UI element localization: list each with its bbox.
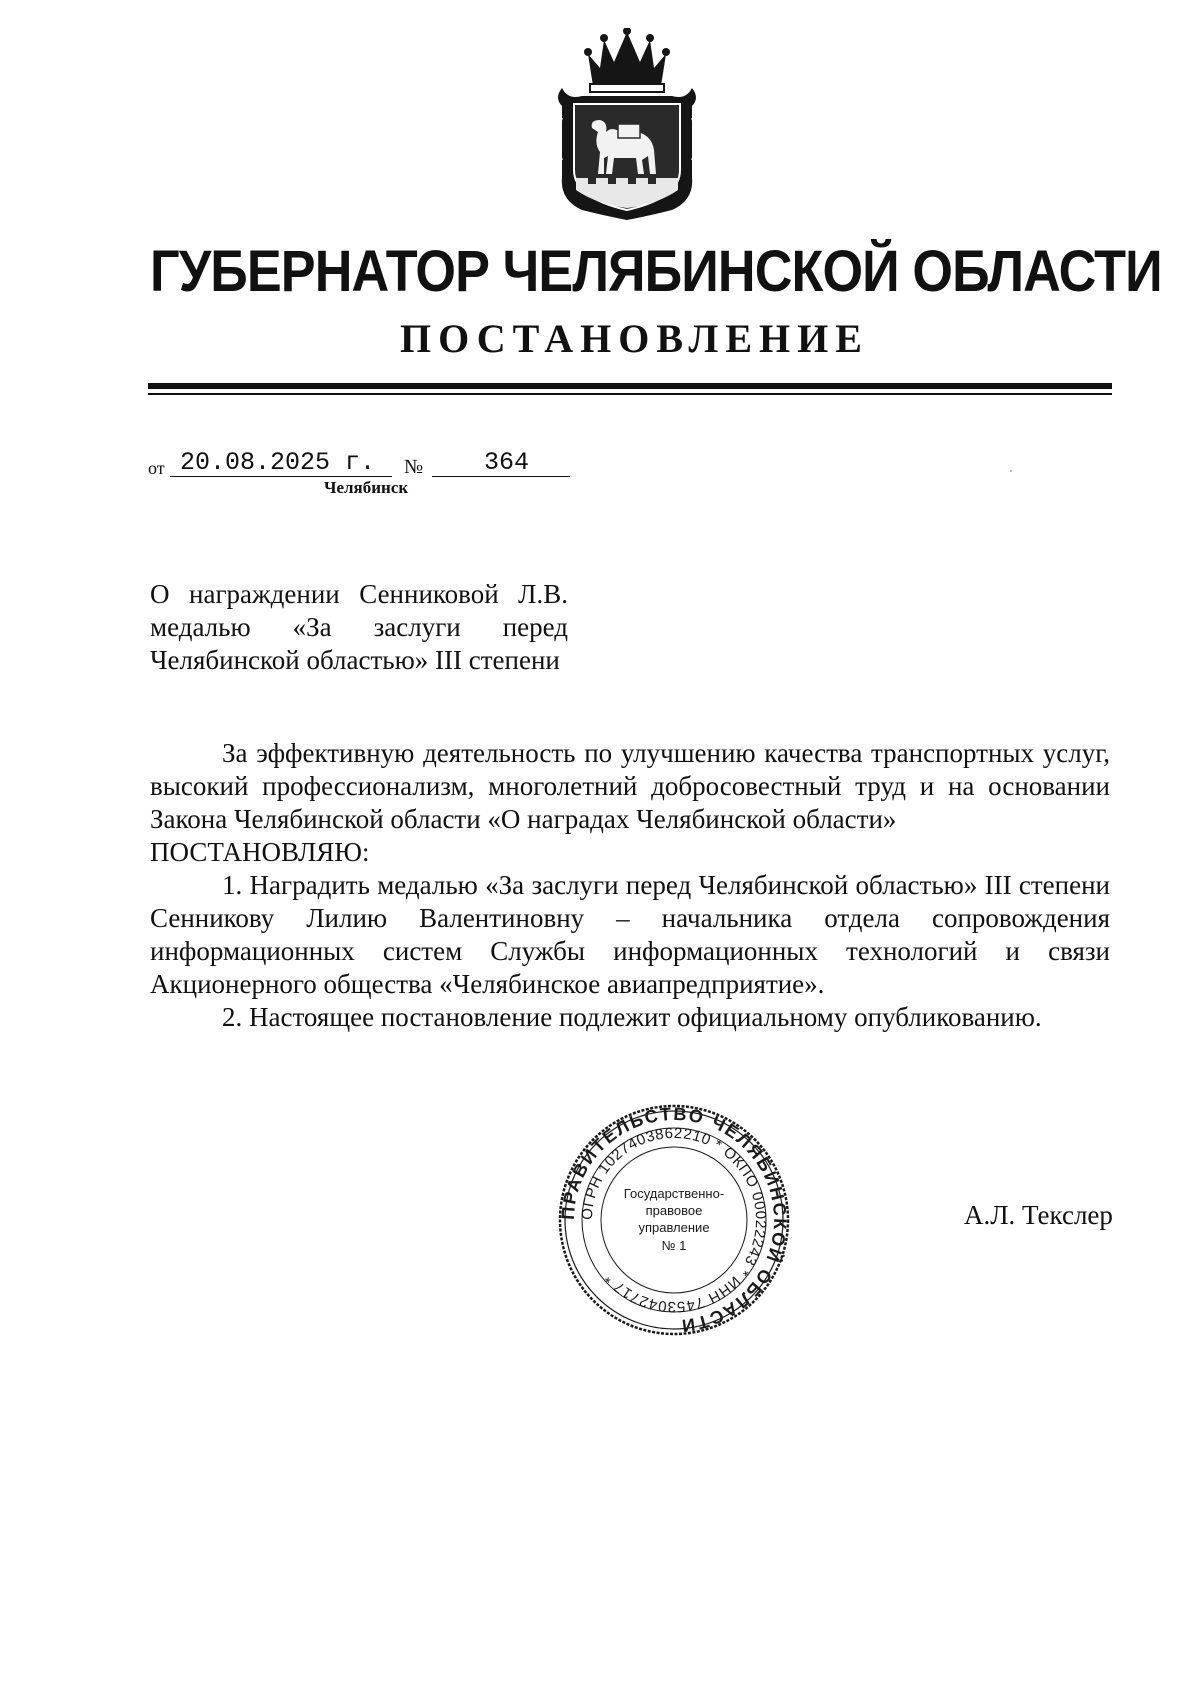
- stamp-inner-ring-text: ОГРН 1027403862210 * ОКПО 00022243 * ИНН 7453042717 *: [578, 1124, 770, 1316]
- stamp-center-line: управление: [638, 1220, 710, 1235]
- subject-line: О награждении Сенниковой Л.В.: [150, 579, 568, 609]
- date-prefix: от: [148, 458, 165, 478]
- preamble-paragraph: За эффективную деятельность по улучшению качества транспортных услуг, высокий профессионализм, многолетний добросовестный труд и на основании Закона Челябинской области «О наградах Челябинской области»: [150, 738, 1110, 834]
- number-sign: №: [404, 456, 424, 478]
- signatory-name: А.Л. Текслер: [964, 1200, 1113, 1230]
- authority-title: ГУБЕРНАТОР ЧЕЛЯБИНСКОЙ ОБЛАСТИ: [150, 239, 1162, 304]
- document-subject: [150, 578, 568, 677]
- stamp-center-line: правовое: [645, 1203, 703, 1218]
- scan-speck: [1010, 470, 1012, 472]
- document-body: [150, 737, 1110, 1034]
- decree-item-2: 2. Настоящее постановление подлежит официальному опубликованию.: [222, 1002, 1042, 1032]
- subject-line: Челябинской областью» III степени: [150, 645, 560, 675]
- document-date: 20.08.2025 г.: [180, 448, 376, 477]
- stamp-outer-ring-text: ПРАВИТЕЛЬСТВО ЧЕЛЯБИНСКОЙ ОБЛАСТИ: [557, 1103, 791, 1336]
- official-seal-stamp: [556, 1102, 792, 1338]
- header-rule-thick: [148, 383, 1112, 389]
- document-city: Челябинск: [324, 478, 409, 497]
- decree-item-1: 1. Наградить медалью «За заслуги перед Челябинской областью» III степени Сенникову Лилию Валентиновну – начальника отдела сопровождения информационных систем Службы информационных технологий и связи Акционерного общества «Челябинское авиапредприятие».: [150, 870, 1110, 999]
- number-field: [432, 450, 570, 477]
- document-type: ПОСТАНОВЛЕНИЕ: [400, 316, 869, 361]
- coat-of-arms-icon: [548, 28, 706, 222]
- decree-word: ПОСТАНОВЛЯЮ:: [150, 837, 370, 867]
- document-number: 364: [484, 448, 530, 477]
- stamp-center-line: Государственно-: [623, 1186, 725, 1201]
- stamp-center-line: № 1: [661, 1238, 687, 1253]
- date-field: [170, 450, 392, 477]
- header-rule-thin: [148, 393, 1112, 395]
- subject-line: медалью «За заслуги перед: [150, 612, 568, 642]
